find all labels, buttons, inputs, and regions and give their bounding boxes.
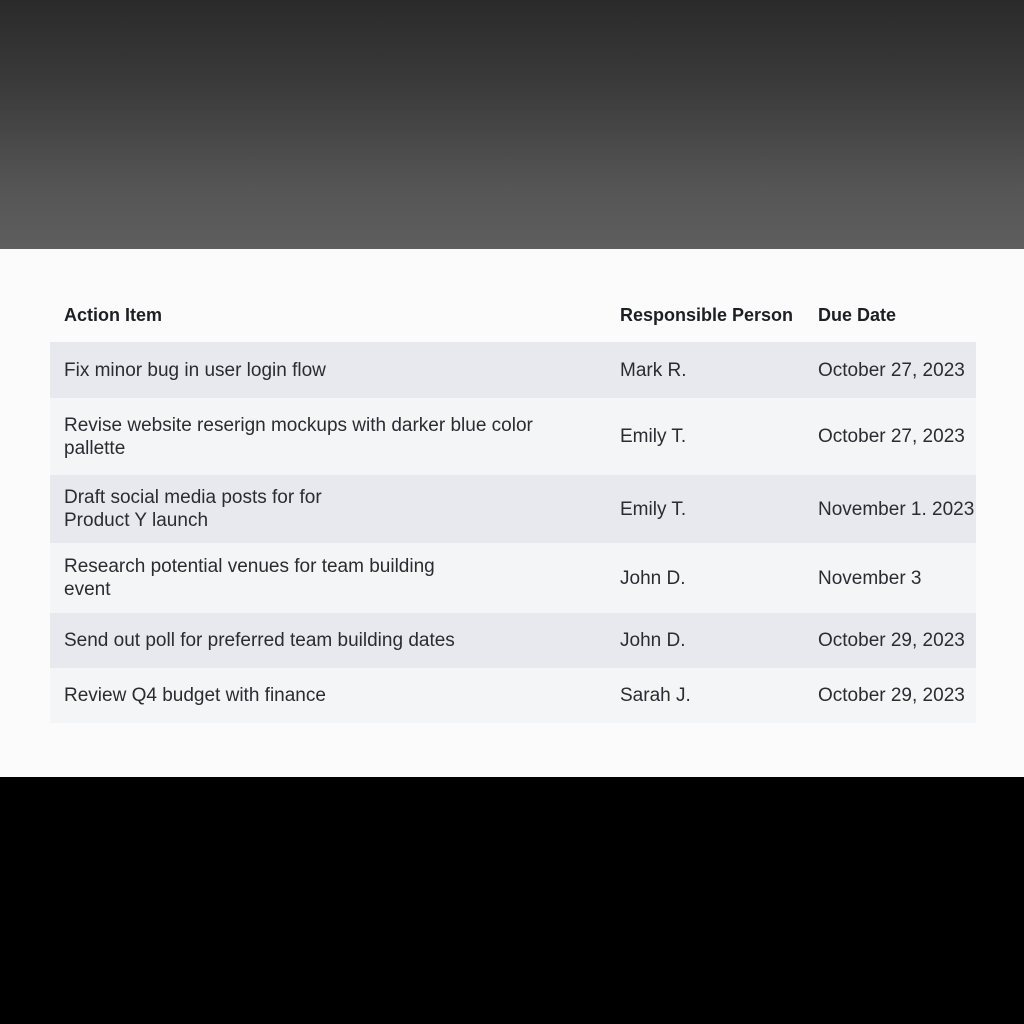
action-item-cell: Revise website reserign mockups with darker blue color pallette bbox=[64, 414, 533, 459]
table-row bbox=[50, 543, 976, 613]
responsible-person-cell: Emily T. bbox=[620, 498, 687, 520]
header-responsible-person: Responsible Person bbox=[620, 305, 794, 325]
table-row bbox=[50, 668, 976, 723]
responsible-person-cell: Emily T. bbox=[620, 426, 687, 447]
responsible-person-cell: John D. bbox=[620, 630, 686, 651]
due-date-cell: October 29, 2023 bbox=[818, 630, 965, 651]
header-due-date: Due Date bbox=[818, 305, 897, 325]
action-item-cell: Research potential venues for team building event bbox=[64, 556, 435, 600]
table-row bbox=[50, 342, 976, 398]
responsible-person-cell: Sarah J. bbox=[620, 685, 691, 706]
responsible-person-cell: John D. bbox=[620, 567, 686, 589]
header-action-item: Action Item bbox=[64, 305, 163, 325]
top-gradient-band bbox=[0, 0, 1024, 249]
table-row bbox=[50, 613, 976, 668]
bottom-black-band bbox=[0, 777, 1024, 1024]
action-item-cell: Review Q4 budget with finance bbox=[64, 685, 326, 706]
due-date-cell: October 29, 2023 bbox=[818, 685, 965, 706]
due-date-cell: October 27, 2023 bbox=[818, 426, 965, 447]
due-date-cell: October 27, 2023 bbox=[818, 359, 965, 381]
action-item-cell: Fix minor bug in user login flow bbox=[64, 359, 326, 381]
table-row bbox=[50, 398, 976, 475]
action-items-table bbox=[50, 292, 976, 723]
due-date-cell: November 3 bbox=[818, 567, 922, 589]
table-row bbox=[50, 475, 976, 543]
action-item-cell: Draft social media posts for for Product Y launch bbox=[64, 487, 322, 531]
table-header-row bbox=[50, 292, 976, 342]
due-date-cell: November 1. 2023 bbox=[818, 498, 975, 520]
responsible-person-cell: Mark R. bbox=[620, 359, 687, 381]
action-item-cell: Send out poll for preferred team building dates bbox=[64, 630, 455, 651]
